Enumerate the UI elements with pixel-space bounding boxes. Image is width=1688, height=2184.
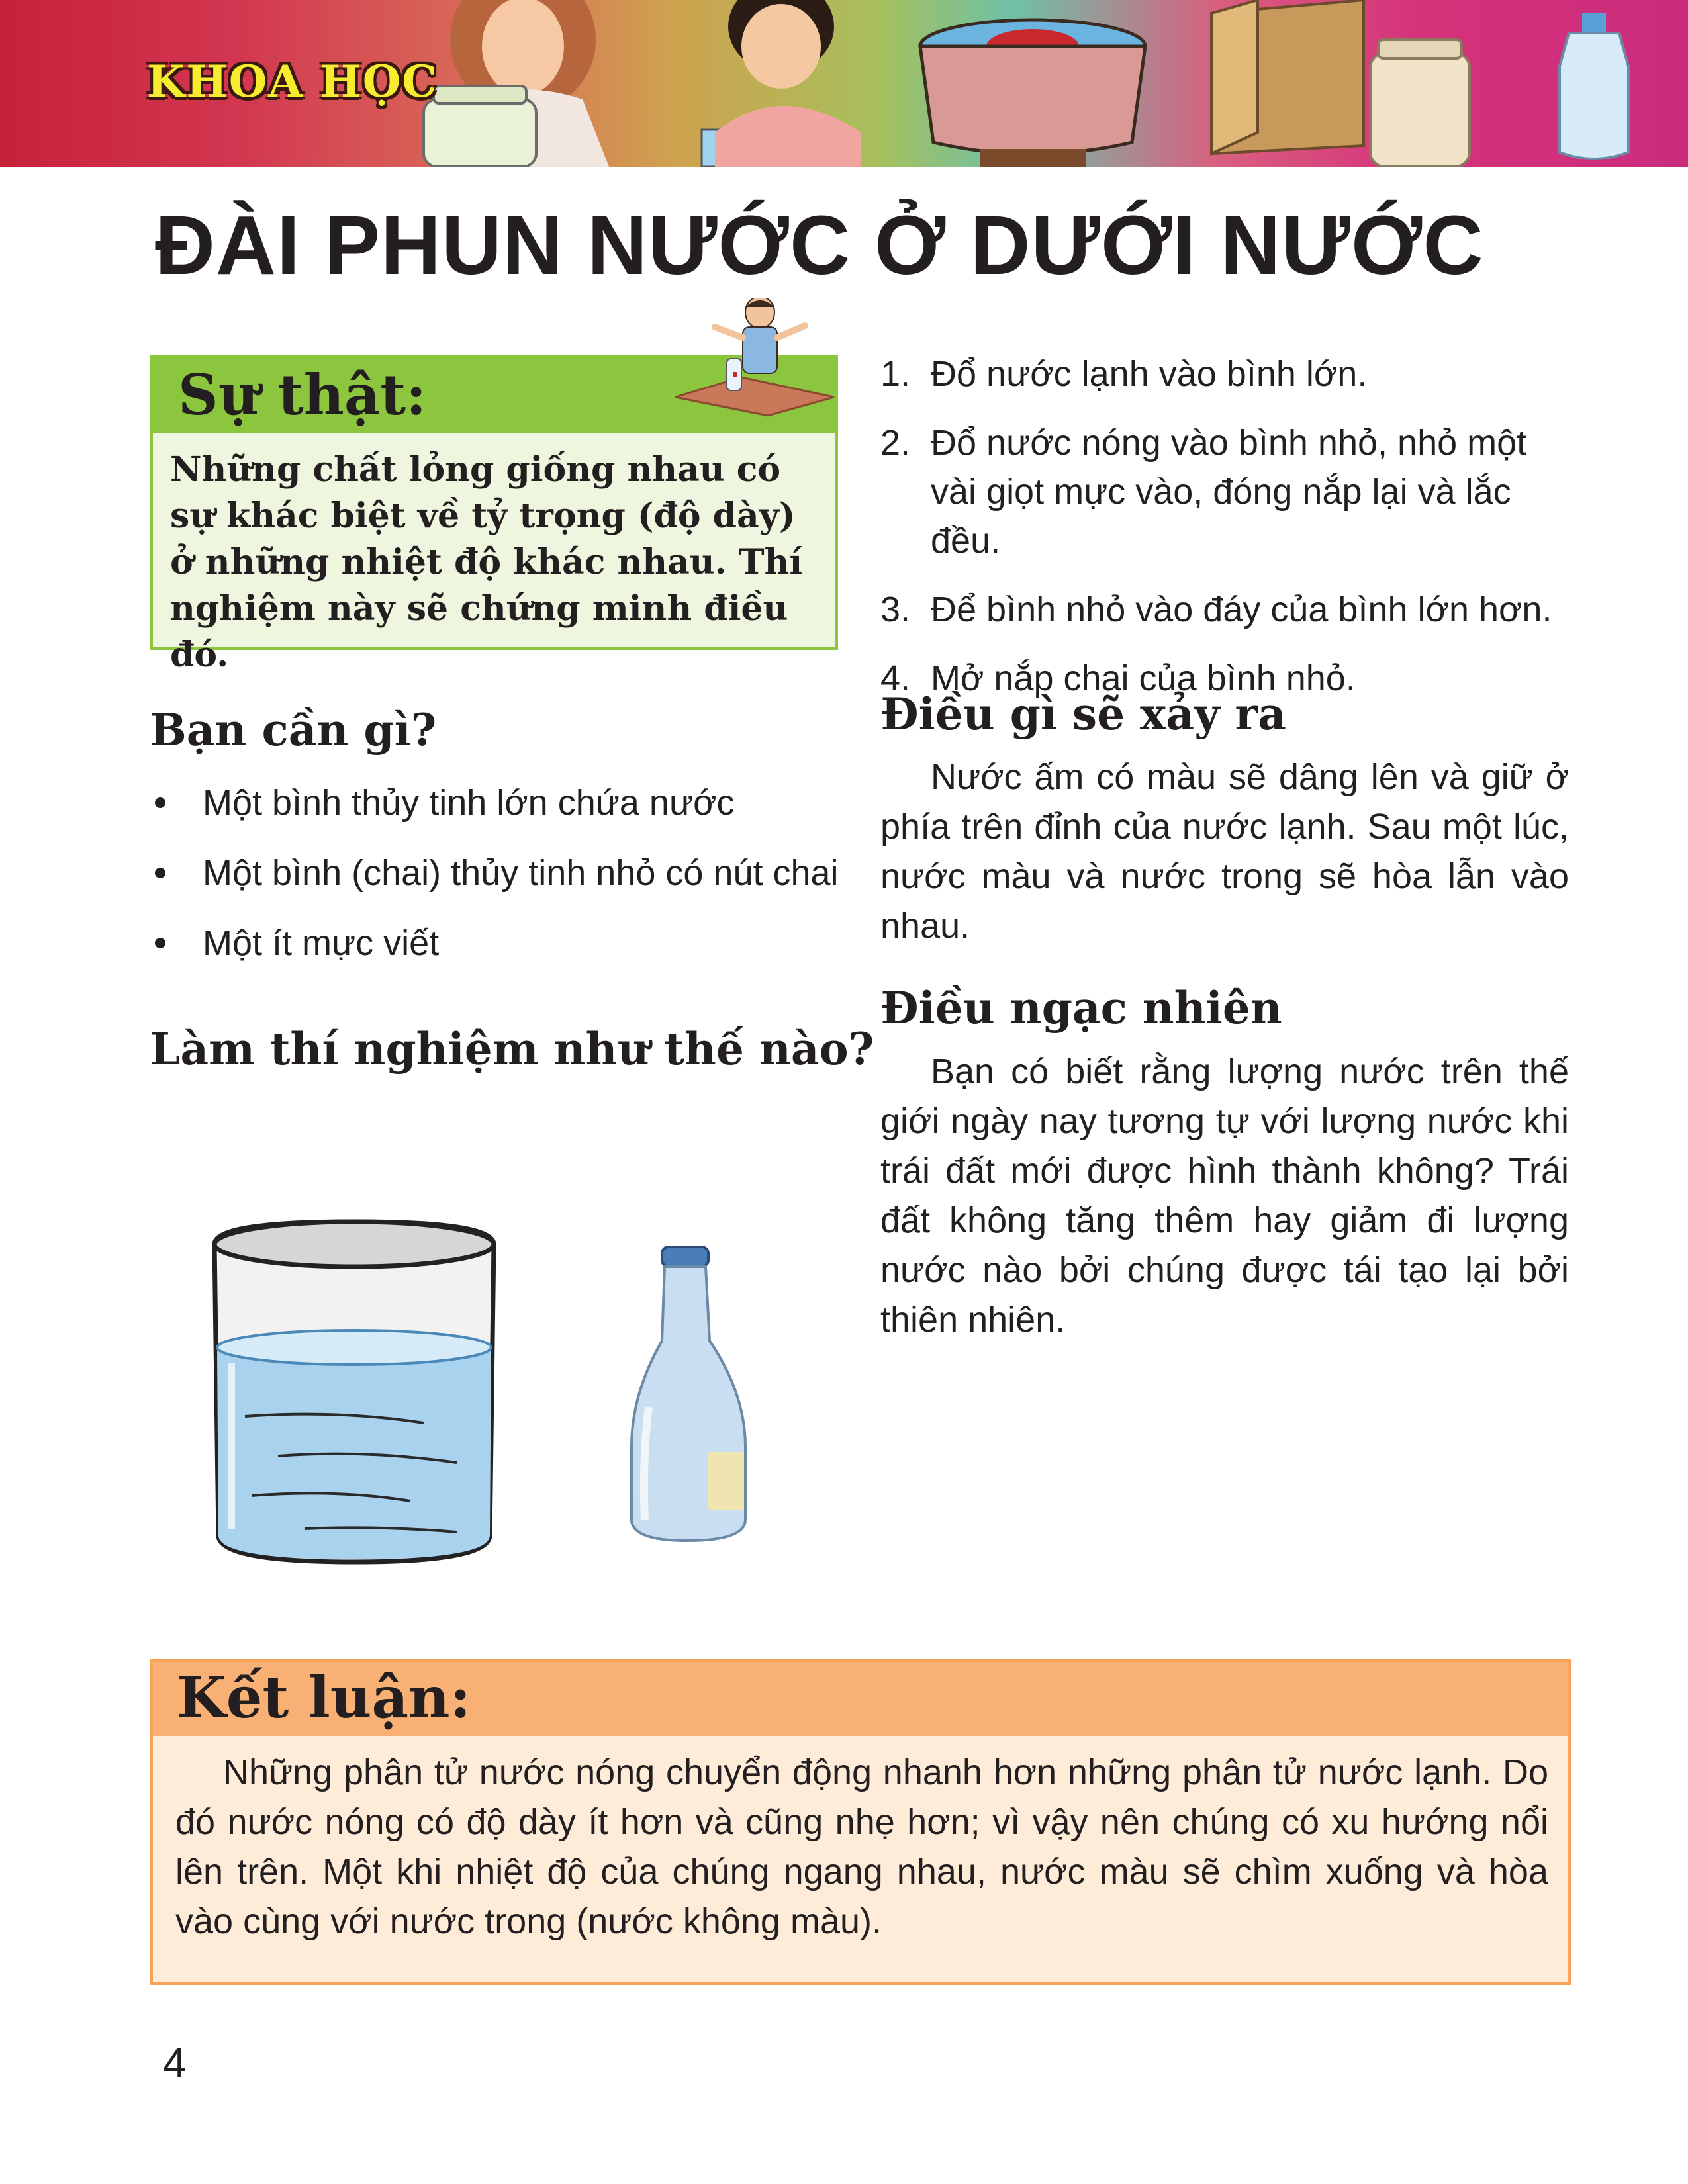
bullet-icon bbox=[155, 938, 165, 948]
pot-illustration bbox=[920, 20, 1145, 167]
page-title: ĐÀI PHUN NƯỚC Ở DƯỚI NƯỚC bbox=[155, 199, 1484, 292]
step-item: 2. Đổ nước nóng vào bình nhỏ, nhỏ một vài giọt mực vào, đóng nắp lại và lắc đều. bbox=[880, 423, 1527, 561]
result-text: Nước ấm có màu sẽ dâng lên và giữ ở phía trên đỉnh của nước lạnh. Sau một lúc, nước màu và nước trong sẽ hòa lẫn vào nhau. bbox=[880, 757, 1569, 946]
list-item: Một bình (chai) thủy tinh nhỏ có nút chai bbox=[150, 850, 851, 920]
page-number: 4 bbox=[163, 2039, 187, 2087]
step-item: 3. Để bình nhỏ vào đáy của bình lớn hơn. bbox=[880, 590, 1552, 629]
glass-jar-illustration bbox=[1370, 40, 1470, 167]
materials-list bbox=[150, 780, 851, 990]
small-bottle-illustration bbox=[629, 1242, 755, 1546]
step-item: 1. Đổ nước lạnh vào bình lớn. bbox=[880, 354, 1368, 394]
fact-heading: Sự thật: bbox=[178, 362, 427, 428]
result-heading: Điều gì sẽ xảy ra bbox=[880, 688, 1287, 740]
boy-with-bottle-illustration bbox=[669, 298, 841, 417]
section-label: KHOA HỌC bbox=[147, 56, 438, 107]
jar-illustration bbox=[424, 86, 536, 167]
surprise-text: Bạn có biết rằng lượng nước trên thế giới ngày nay tương tự với lượng nước khi trái đất mới được hình thành không? Trái đất không tăng thêm hay giảm đi lượng nước nào bởi chúng được tái tạo lại bởi thiên nhiên. bbox=[880, 1052, 1569, 1340]
steps-list bbox=[880, 349, 1573, 723]
bottle-illustration bbox=[1560, 13, 1628, 159]
surprise-heading: Điều ngạc nhiên bbox=[880, 982, 1282, 1034]
box-illustration bbox=[1211, 0, 1364, 154]
water-glass-illustration bbox=[205, 1218, 503, 1569]
conclusion-text: Những phân tử nước nóng chuyển động nhanh hơn những phân tử nước lạnh. Do đó nước nóng có độ dày ít hơn và cũng nhẹ hơn; vì vậy nên chúng có xu hướng nổi lên trên. Một khi nhiệt độ của chúng ngang nhau, nước màu sẽ chìm xuống và hòa vào cùng với nước trong (nước không màu). bbox=[175, 1752, 1548, 1941]
list-item: Một bình thủy tinh lớn chứa nước bbox=[150, 780, 851, 850]
bullet-icon bbox=[155, 797, 165, 808]
method-heading: Làm thí nghiệm như thế nào? bbox=[150, 1023, 874, 1075]
fact-text: Những chất lỏng giống nhau có sự khác biệt về tỷ trọng (độ dày) ở những nhiệt độ khác nhau. Thí nghiệm này sẽ chứng minh điều đó. bbox=[170, 449, 803, 675]
conclusion-box bbox=[150, 1659, 1571, 1985]
conclusion-header bbox=[153, 1662, 1568, 1736]
man-figure-illustration bbox=[715, 0, 861, 167]
header-banner bbox=[0, 0, 1688, 167]
conclusion-heading: Kết luận: bbox=[177, 1664, 471, 1731]
materials-heading: Bạn cần gì? bbox=[150, 704, 437, 756]
list-item: Một ít mực viết bbox=[150, 920, 851, 990]
bullet-icon bbox=[155, 868, 165, 878]
step-item: 4. Mở nắp chai của bình nhỏ. bbox=[880, 659, 1356, 698]
